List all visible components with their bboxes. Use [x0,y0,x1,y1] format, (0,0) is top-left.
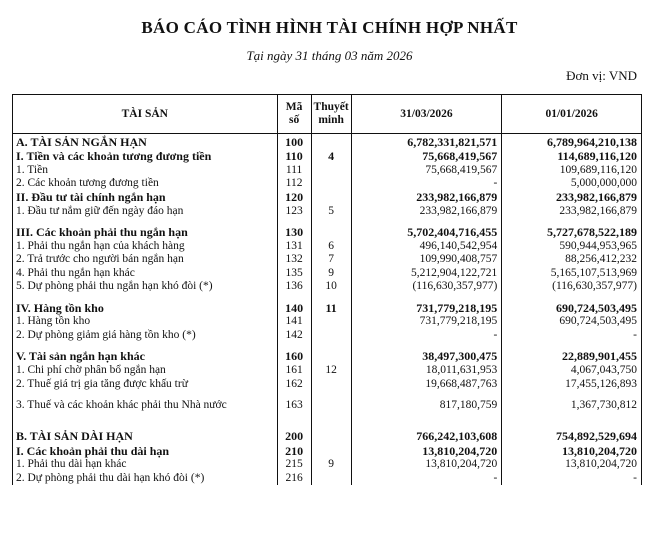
row-code: 215 [277,458,311,472]
row-note [311,391,351,399]
table-row [13,226,642,240]
row-value-current: (116,630,357,977) [351,280,502,293]
row-name: 2. Dự phòng giảm giá hàng tồn kho (*) [13,329,278,343]
row-note [311,445,351,459]
row-name: 2. Trả trước cho người bán ngắn hạn [13,253,278,267]
table-row [13,280,642,293]
row-code: 210 [277,445,311,459]
row-value-previous: 109,689,116,120 [502,164,642,178]
row-code: 163 [277,399,311,413]
table-row [13,350,642,364]
row-name [13,421,278,429]
row-code: 132 [277,253,311,267]
header-note: Thuyết minh [311,95,351,134]
table-row [13,134,642,151]
row-value-previous: 13,810,204,720 [502,458,642,472]
row-note: 7 [311,253,351,267]
report-date: Tại ngày 31 tháng 03 năm 2026 [246,48,413,63]
row-name: 2. Thuế giá trị gia tăng được khấu trừ [13,377,278,391]
row-name: I. Các khoản phải thu dài hạn [13,445,278,459]
row-value-current: - [351,329,502,343]
row-code: 130 [277,226,311,240]
row-code: 100 [277,134,311,151]
row-code: 120 [277,191,311,205]
row-name: A. TÀI SẢN NGẮN HẠN [13,134,278,151]
row-value-previous: 590,944,953,965 [502,240,642,254]
row-note: 6 [311,240,351,254]
row-value-current: 13,810,204,720 [351,458,502,472]
row-value-previous: - [502,329,642,343]
row-value-previous [502,391,642,399]
row-value-current: 75,668,419,567 [351,164,502,178]
table-row [13,191,642,205]
table-row [13,253,642,267]
row-note [311,399,351,413]
table-row [13,399,642,413]
row-note: 12 [311,364,351,378]
row-name: B. TÀI SẢN DÀI HẠN [13,429,278,445]
table-row [13,177,642,191]
row-value-previous: 22,889,901,455 [502,350,642,364]
row-value-previous: 88,256,412,232 [502,253,642,267]
row-note [311,218,351,226]
row-note [311,177,351,191]
row-value-current: 19,668,487,763 [351,377,502,391]
row-code [277,413,311,421]
row-value-current: 233,982,166,879 [351,191,502,205]
spacer-row [13,413,642,421]
row-value-current [351,421,502,429]
header-previous-period: 01/01/2026 [502,95,642,134]
row-value-previous [502,413,642,421]
row-value-current: 6,782,331,821,571 [351,134,502,151]
row-code: 110 [277,150,311,164]
row-name: 1. Phải thu dài hạn khác [13,458,278,472]
table-row [13,301,642,315]
row-note: 11 [311,301,351,315]
report-title: BÁO CÁO TÌNH HÌNH TÀI CHÍNH HỢP NHẤT [141,18,518,37]
table-header-row [13,95,642,134]
row-value-current: 817,180,759 [351,399,502,413]
row-name: 1. Phải thu ngắn hạn của khách hàng [13,240,278,254]
row-note [311,377,351,391]
row-value-current: 13,810,204,720 [351,445,502,459]
table-row [13,429,642,445]
row-value-current: 731,779,218,195 [351,301,502,315]
row-note [311,191,351,205]
table-row [13,472,642,486]
table-row [13,364,642,378]
row-value-previous: 114,689,116,120 [502,150,642,164]
header-current-period: 31/03/2026 [351,95,502,134]
row-note [311,315,351,329]
row-note [311,342,351,350]
row-value-previous: 17,455,126,893 [502,377,642,391]
row-value-previous: 690,724,503,495 [502,315,642,329]
table-row [13,240,642,254]
row-value-previous: 233,982,166,879 [502,204,642,218]
row-name: III. Các khoản phải thu ngắn hạn [13,226,278,240]
row-note [311,164,351,178]
row-code: 141 [277,315,311,329]
row-code: 161 [277,364,311,378]
row-note [311,429,351,445]
header-code: Mã số [277,95,311,134]
row-note [311,134,351,151]
row-note [311,329,351,343]
row-note: 9 [311,267,351,281]
balance-sheet-table [12,94,642,485]
row-value-current: 233,982,166,879 [351,204,502,218]
row-code: 216 [277,472,311,486]
row-value-previous: 4,067,043,750 [502,364,642,378]
row-value-previous: 1,367,730,812 [502,399,642,413]
table-row [13,315,642,329]
row-note: 9 [311,458,351,472]
table-row [13,445,642,459]
row-name [13,413,278,421]
table-row [13,204,642,218]
row-code [277,421,311,429]
table-row [13,150,642,164]
row-value-current: 109,990,408,757 [351,253,502,267]
row-note [311,226,351,240]
row-code: 131 [277,240,311,254]
row-code: 112 [277,177,311,191]
row-value-previous: 6,789,964,210,138 [502,134,642,151]
row-value-previous: 233,982,166,879 [502,191,642,205]
table-body [13,134,642,486]
row-code: 136 [277,280,311,293]
row-name: 4. Phải thu ngắn hạn khác [13,267,278,281]
row-value-previous [502,421,642,429]
row-name: 1. Đầu tư nắm giữ đến ngày đáo hạn [13,204,278,218]
row-note [311,421,351,429]
row-code: 140 [277,301,311,315]
table-row [13,267,642,281]
header-asset: TÀI SẢN [13,95,278,134]
row-value-current: 496,140,542,954 [351,240,502,254]
row-code: 142 [277,329,311,343]
row-code: 200 [277,429,311,445]
row-value-current: 18,011,631,953 [351,364,502,378]
row-value-current: - [351,177,502,191]
row-code: 160 [277,350,311,364]
row-note [311,472,351,486]
row-note [311,413,351,421]
row-note [311,350,351,364]
spacer-row [13,421,642,429]
row-name: IV. Hàng tồn kho [13,301,278,315]
row-name: V. Tài sản ngắn hạn khác [13,350,278,364]
row-note: 4 [311,150,351,164]
row-value-current: 38,497,300,475 [351,350,502,364]
row-value-current: - [351,472,502,486]
row-code: 123 [277,204,311,218]
row-value-current: 731,779,218,195 [351,315,502,329]
row-name: 1. Hàng tồn kho [13,315,278,329]
row-name: 1. Tiền [13,164,278,178]
row-code: 162 [277,377,311,391]
row-name: 2. Dự phòng phải thu dài hạn khó đòi (*) [13,472,278,486]
table-row [13,377,642,391]
row-value-previous: 754,892,529,694 [502,429,642,445]
row-value-previous: 5,000,000,000 [502,177,642,191]
row-name: 2. Các khoản tương đương tiền [13,177,278,191]
table-row [13,329,642,343]
row-value-previous: 13,810,204,720 [502,445,642,459]
row-value-current: 75,668,419,567 [351,150,502,164]
row-name [13,391,278,399]
row-name: 5. Dự phòng phải thu ngắn hạn khó đòi (*) [13,280,278,293]
row-name: 1. Chi phí chờ phân bổ ngắn hạn [13,364,278,378]
table-row [13,164,642,178]
row-value-current: 5,212,904,122,721 [351,267,502,281]
row-value-previous: - [502,472,642,486]
row-code: 135 [277,267,311,281]
currency-unit: Đơn vị: VND [566,68,637,83]
row-value-current [351,413,502,421]
row-code: 111 [277,164,311,178]
row-name: I. Tiền và các khoản tương đương tiền [13,150,278,164]
row-value-previous: 5,165,107,513,969 [502,267,642,281]
row-value-previous: 5,727,678,522,189 [502,226,642,240]
row-value-current [351,391,502,399]
row-note: 10 [311,280,351,293]
row-value-current: 5,702,404,716,455 [351,226,502,240]
row-code [277,391,311,399]
row-value-previous: (116,630,357,977) [502,280,642,293]
row-value-current: 766,242,103,608 [351,429,502,445]
row-value-previous: 690,724,503,495 [502,301,642,315]
table-row [13,458,642,472]
row-note: 5 [311,204,351,218]
spacer-row [13,391,642,399]
row-name: 3. Thuế và các khoản khác phải thu Nhà nước [13,399,278,413]
row-name: II. Đầu tư tài chính ngắn hạn [13,191,278,205]
